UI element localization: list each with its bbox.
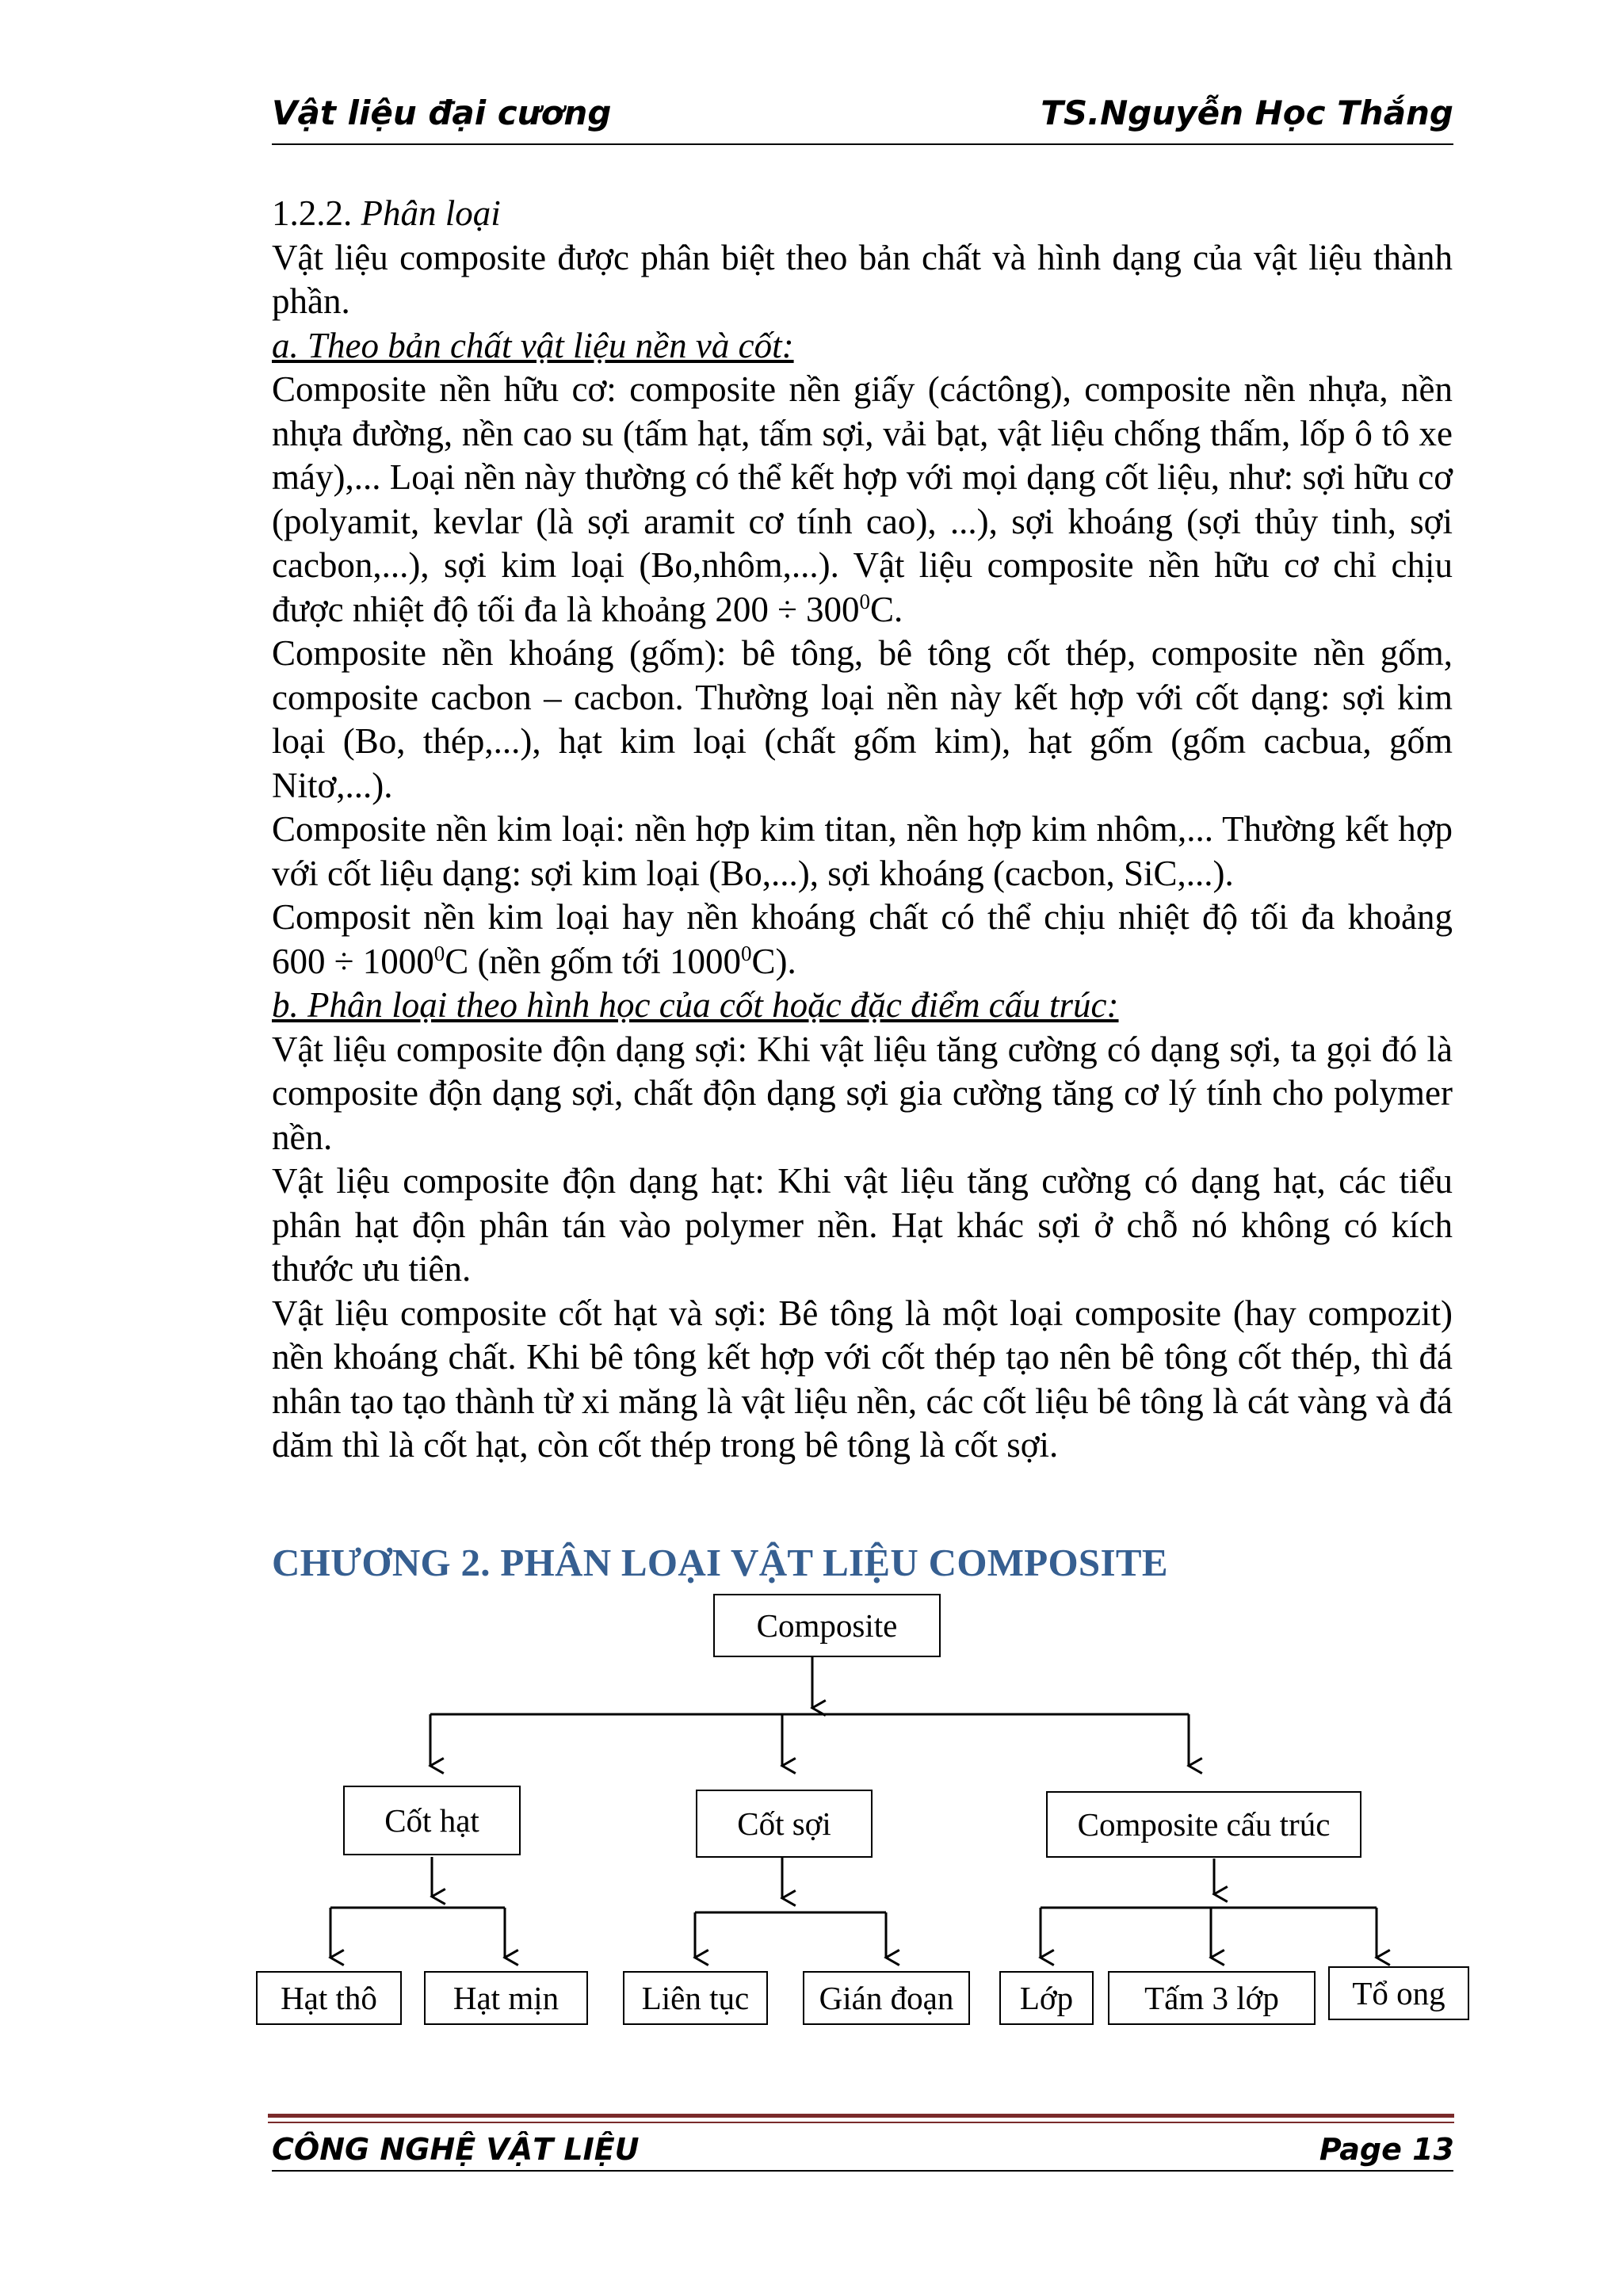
header-author: TS.Nguyễn Học Thắng <box>1041 94 1453 132</box>
body-text <box>272 192 1453 1468</box>
footer-rule-thin <box>268 2122 1454 2123</box>
diagram-node-tam-3-lop: Tấm 3 lớp <box>1108 1971 1316 2025</box>
diagram-node-hat-tho: Hạt thô <box>256 1971 402 2025</box>
superscript: 0 <box>859 589 871 613</box>
paragraph-metal-matrix: Composite nền kim loại: nền hợp kim titan, nền hợp kim nhôm,... Thường kết hợp với cốt liệu dạng: sợi kim loại (Bo,...), sợi khoáng (cacbon, SiC,...). <box>272 809 1453 893</box>
diagram-node-root: Composite <box>713 1594 941 1657</box>
section-title: Phân loại <box>361 193 501 233</box>
subheading-b: b. Phân loại theo hình học của cốt hoặc đặc điểm cấu trúc: <box>272 985 1119 1025</box>
paragraph-organic-matrix <box>272 368 1453 632</box>
temp-text-c: C). <box>751 941 796 981</box>
chapter-heading: CHƯƠNG 2. PHÂN LOẠI VẬT LIỆU COMPOSITE <box>272 1541 1168 1584</box>
footer-page-number: Page 13 <box>1319 2132 1454 2167</box>
diagram-node-lop: Lớp <box>999 1971 1094 2025</box>
subheading-a: a. Theo bản chất vật liệu nền và cốt: <box>272 325 794 365</box>
diagram-node-composite-cau-truc: Composite cấu trúc <box>1046 1791 1361 1858</box>
temp-text-a: Composit nền kim loại hay nền khoáng chất có thể chịu nhiệt độ tối đa khoảng 600 ÷ 1000 <box>272 897 1453 981</box>
section-heading <box>272 192 1453 236</box>
paragraph-fiber: Vật liệu composite độn dạng sợi: Khi vật liệu tăng cường có dạng sợi, ta gọi đó là composite độn dạng sợi, chất độn dạng sợi gia cường tăng cơ lý tính cho polymer nền. <box>272 1029 1453 1157</box>
paragraph-ceramic-matrix: Composite nền khoáng (gốm): bê tông, bê tông cốt thép, composite nền gốm, composite cacbon – cacbon. Thường loại nền này kết hợp với cốt dạng: sợi kim loại (Bo, thép,...), hạt kim loại (chất gốm kim), hạt gốm (gốm cacbua, gốm Nitơ,...). <box>272 633 1453 805</box>
footer-title: CÔNG NGHỆ VẬT LIỆU <box>272 2132 640 2167</box>
header-rule <box>272 143 1453 145</box>
intro-paragraph: Vật liệu composite được phân biệt theo bản chất và hình dạng của vật liệu thành phần. <box>272 237 1453 321</box>
footer-rule-thick <box>268 2114 1454 2118</box>
diagram-node-cot-soi: Cốt sợi <box>696 1790 873 1858</box>
paragraph-organic-end: C. <box>870 589 903 629</box>
paragraph-organic-text: Composite nền hữu cơ: composite nền giấy (cáctông), composite nền nhựa, nền nhựa đường, nền cao su (tấm hạt, tấm sợi, vải bạt, vật liệu chống thấm, lốp ô tô xe máy),... Loại nền này thường có thể kết hợp với mọi dạng cốt liệu, như: sợi hữu cơ (polyamit, kevlar (là sợi aramit cơ tính cao), ...), sợi khoáng (sợi thủy tinh, sợi cacbon,...), sợi kim loại (Bo,nhôm,...). Vật liệu composite nền hữu cơ chỉ chịu được nhiệt độ tối đa là khoảng 200 ÷ 300 <box>272 369 1453 629</box>
superscript: 0 <box>740 941 752 965</box>
diagram-node-gian-doan: Gián đoạn <box>803 1971 970 2025</box>
header-title: Vật liệu đại cương <box>272 94 612 132</box>
diagram-node-cot-hat: Cốt hạt <box>343 1786 521 1855</box>
diagram-node-to-ong: Tổ ong <box>1328 1966 1469 2020</box>
paragraph-temperature <box>272 896 1453 984</box>
diagram-node-hat-min: Hạt mịn <box>424 1971 588 2025</box>
paragraph-particle: Vật liệu composite độn dạng hạt: Khi vật liệu tăng cường có dạng hạt, các tiểu phân hạt độn phân tán vào polymer nền. Hạt khác sợi ở chỗ nó không có kích thước ưu tiên. <box>272 1161 1453 1289</box>
temp-text-b: C (nền gốm tới 1000 <box>445 941 741 981</box>
footer-rule-bottom <box>272 2170 1453 2172</box>
superscript: 0 <box>433 941 445 965</box>
diagram-node-lien-tuc: Liên tục <box>623 1971 768 2025</box>
paragraph-particle-fiber: Vật liệu composite cốt hạt và sợi: Bê tông là một loại composite (hay compozit) nền khoáng chất. Khi bê tông kết hợp với cốt thép tạo nên bê tông cốt thép, thì đá nhân tạo tạo thành từ xi măng là vật liệu nền, các cốt liệu bê tông là cát vàng và đá dăm thì là cốt hạt, còn cốt thép trong bê tông là cốt sợi. <box>272 1293 1453 1465</box>
section-number: 1.2.2. <box>272 193 353 233</box>
